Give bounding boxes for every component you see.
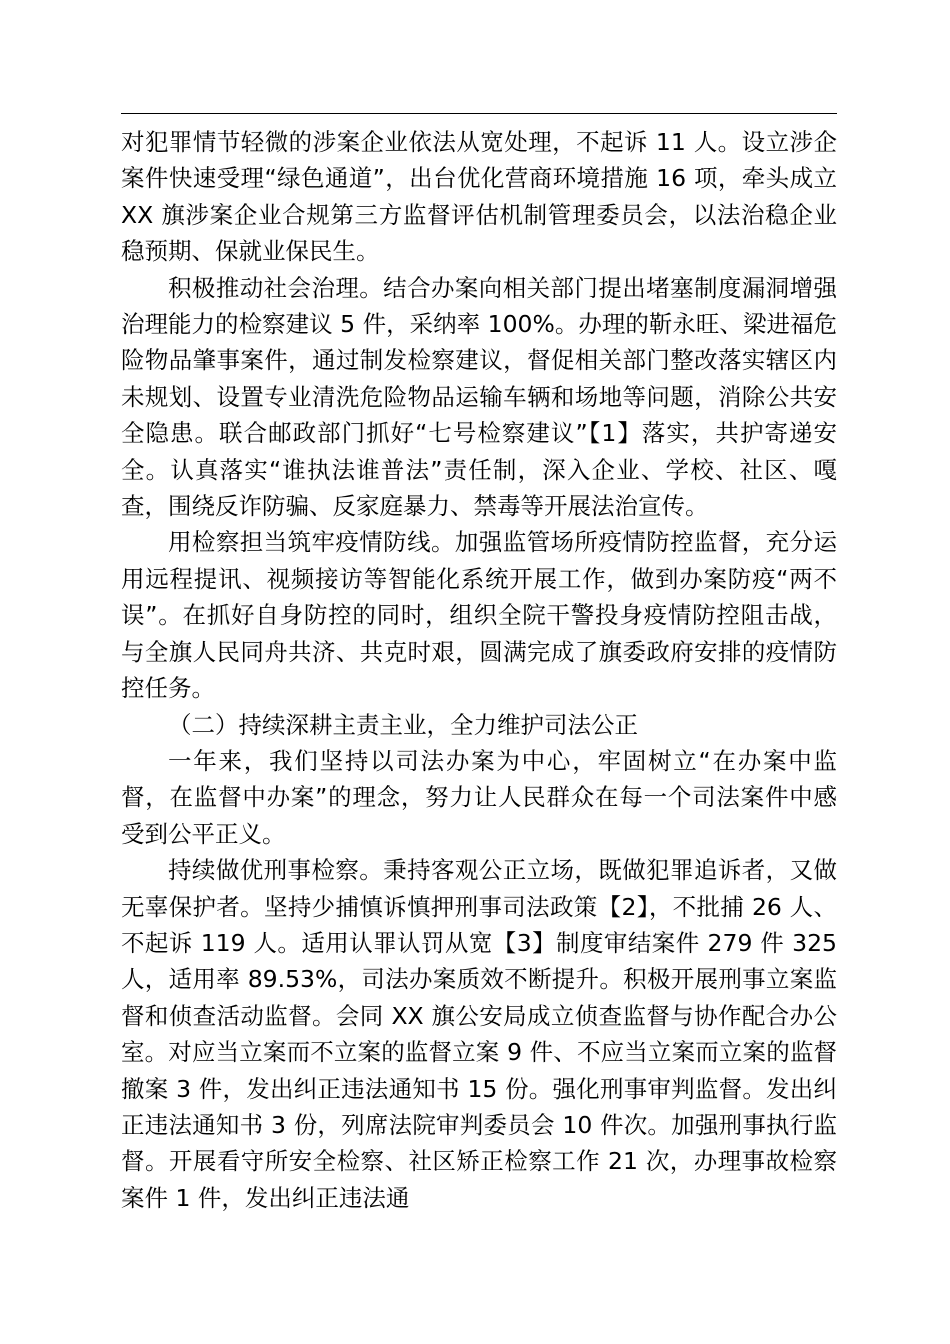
paragraph-criminal-procuratorate: 持续做优刑事检察。秉持客观公正立场，既做犯罪追诉者，又做无辜保护者。坚持少捕慎诉慎押刑事司法政策【2】，不批捕 26 人、不起诉 119 人。适用认罪认罚从宽【3】制度审结案件 279 件 325 人，适用率 89.53%，司法办案质效不断提升。积极开展刑事立案监督和侦查活动监督。会同 XX 旗公安局成立侦查监督与协作配合办公室。对应当立案而不立案的监督立案 9 件、不应当立案而立案的监督撤案 3 件，发出纠正违法通知书 15 份。强化刑事审判监督。发出纠正违法通知书 3 份，列席法院审判委员会 10 件次。加强刑事执行监督。开展看守所安全检察、社区矫正检察工作 21 次，办理事故检察案件 1 件，发出纠正违法通	[121, 856, 837, 1212]
document-body	[121, 124, 837, 1216]
paragraph-epidemic-prevention: 用检察担当筑牢疫情防线。加强监管场所疫情防控监督，充分运用远程提讯、视频接访等智能化系统开展工作，做到办案防疫“两不误”。在抓好自身防控的同时，组织全院干警投身疫情防控阻击战，与全旗人民同舟共济、共克时艰，圆满完成了旗委政府安排的疫情防控任务。	[121, 528, 837, 703]
paragraph-continuation: 对犯罪情节轻微的涉案企业依法从宽处理，不起诉 11 人。设立涉企案件快速受理“绿色通道”，出台优化营商环境措施 16 项，牵头成立 XX 旗涉案企业合规第三方监督评估机制管理委员会，以法治稳企业稳预期、保就业保民生。	[121, 128, 837, 266]
paragraph-overview: 一年来，我们坚持以司法办案为中心，牢固树立“在办案中监督，在监督中办案”的理念，努力让人民群众在每一个司法案件中感受到公平正义。	[121, 746, 837, 848]
section-heading: （二）持续深耕主责主业，全力维护司法公正	[168, 710, 638, 739]
header-rule	[121, 113, 837, 114]
paragraph-social-governance: 积极推动社会治理。结合办案向相关部门提出堵塞制度漏洞增强治理能力的检察建议 5 件，采纳率 100%。办理的靳永旺、梁进福危险物品肇事案件，通过制发检察建议，督促相关部门整改落实辖区内未规划、设置专业清洗危险物品运输车辆和场地等问题，消除公共安全隐患。联合邮政部门抓好“七号检察建议”【1】落实，共护寄递安全。认真落实“谁执法谁普法”责任制，深入企业、学校、社区、嘎查，围绕反诈防骗、反家庭暴力、禁毒等开展法治宣传。	[121, 273, 837, 521]
